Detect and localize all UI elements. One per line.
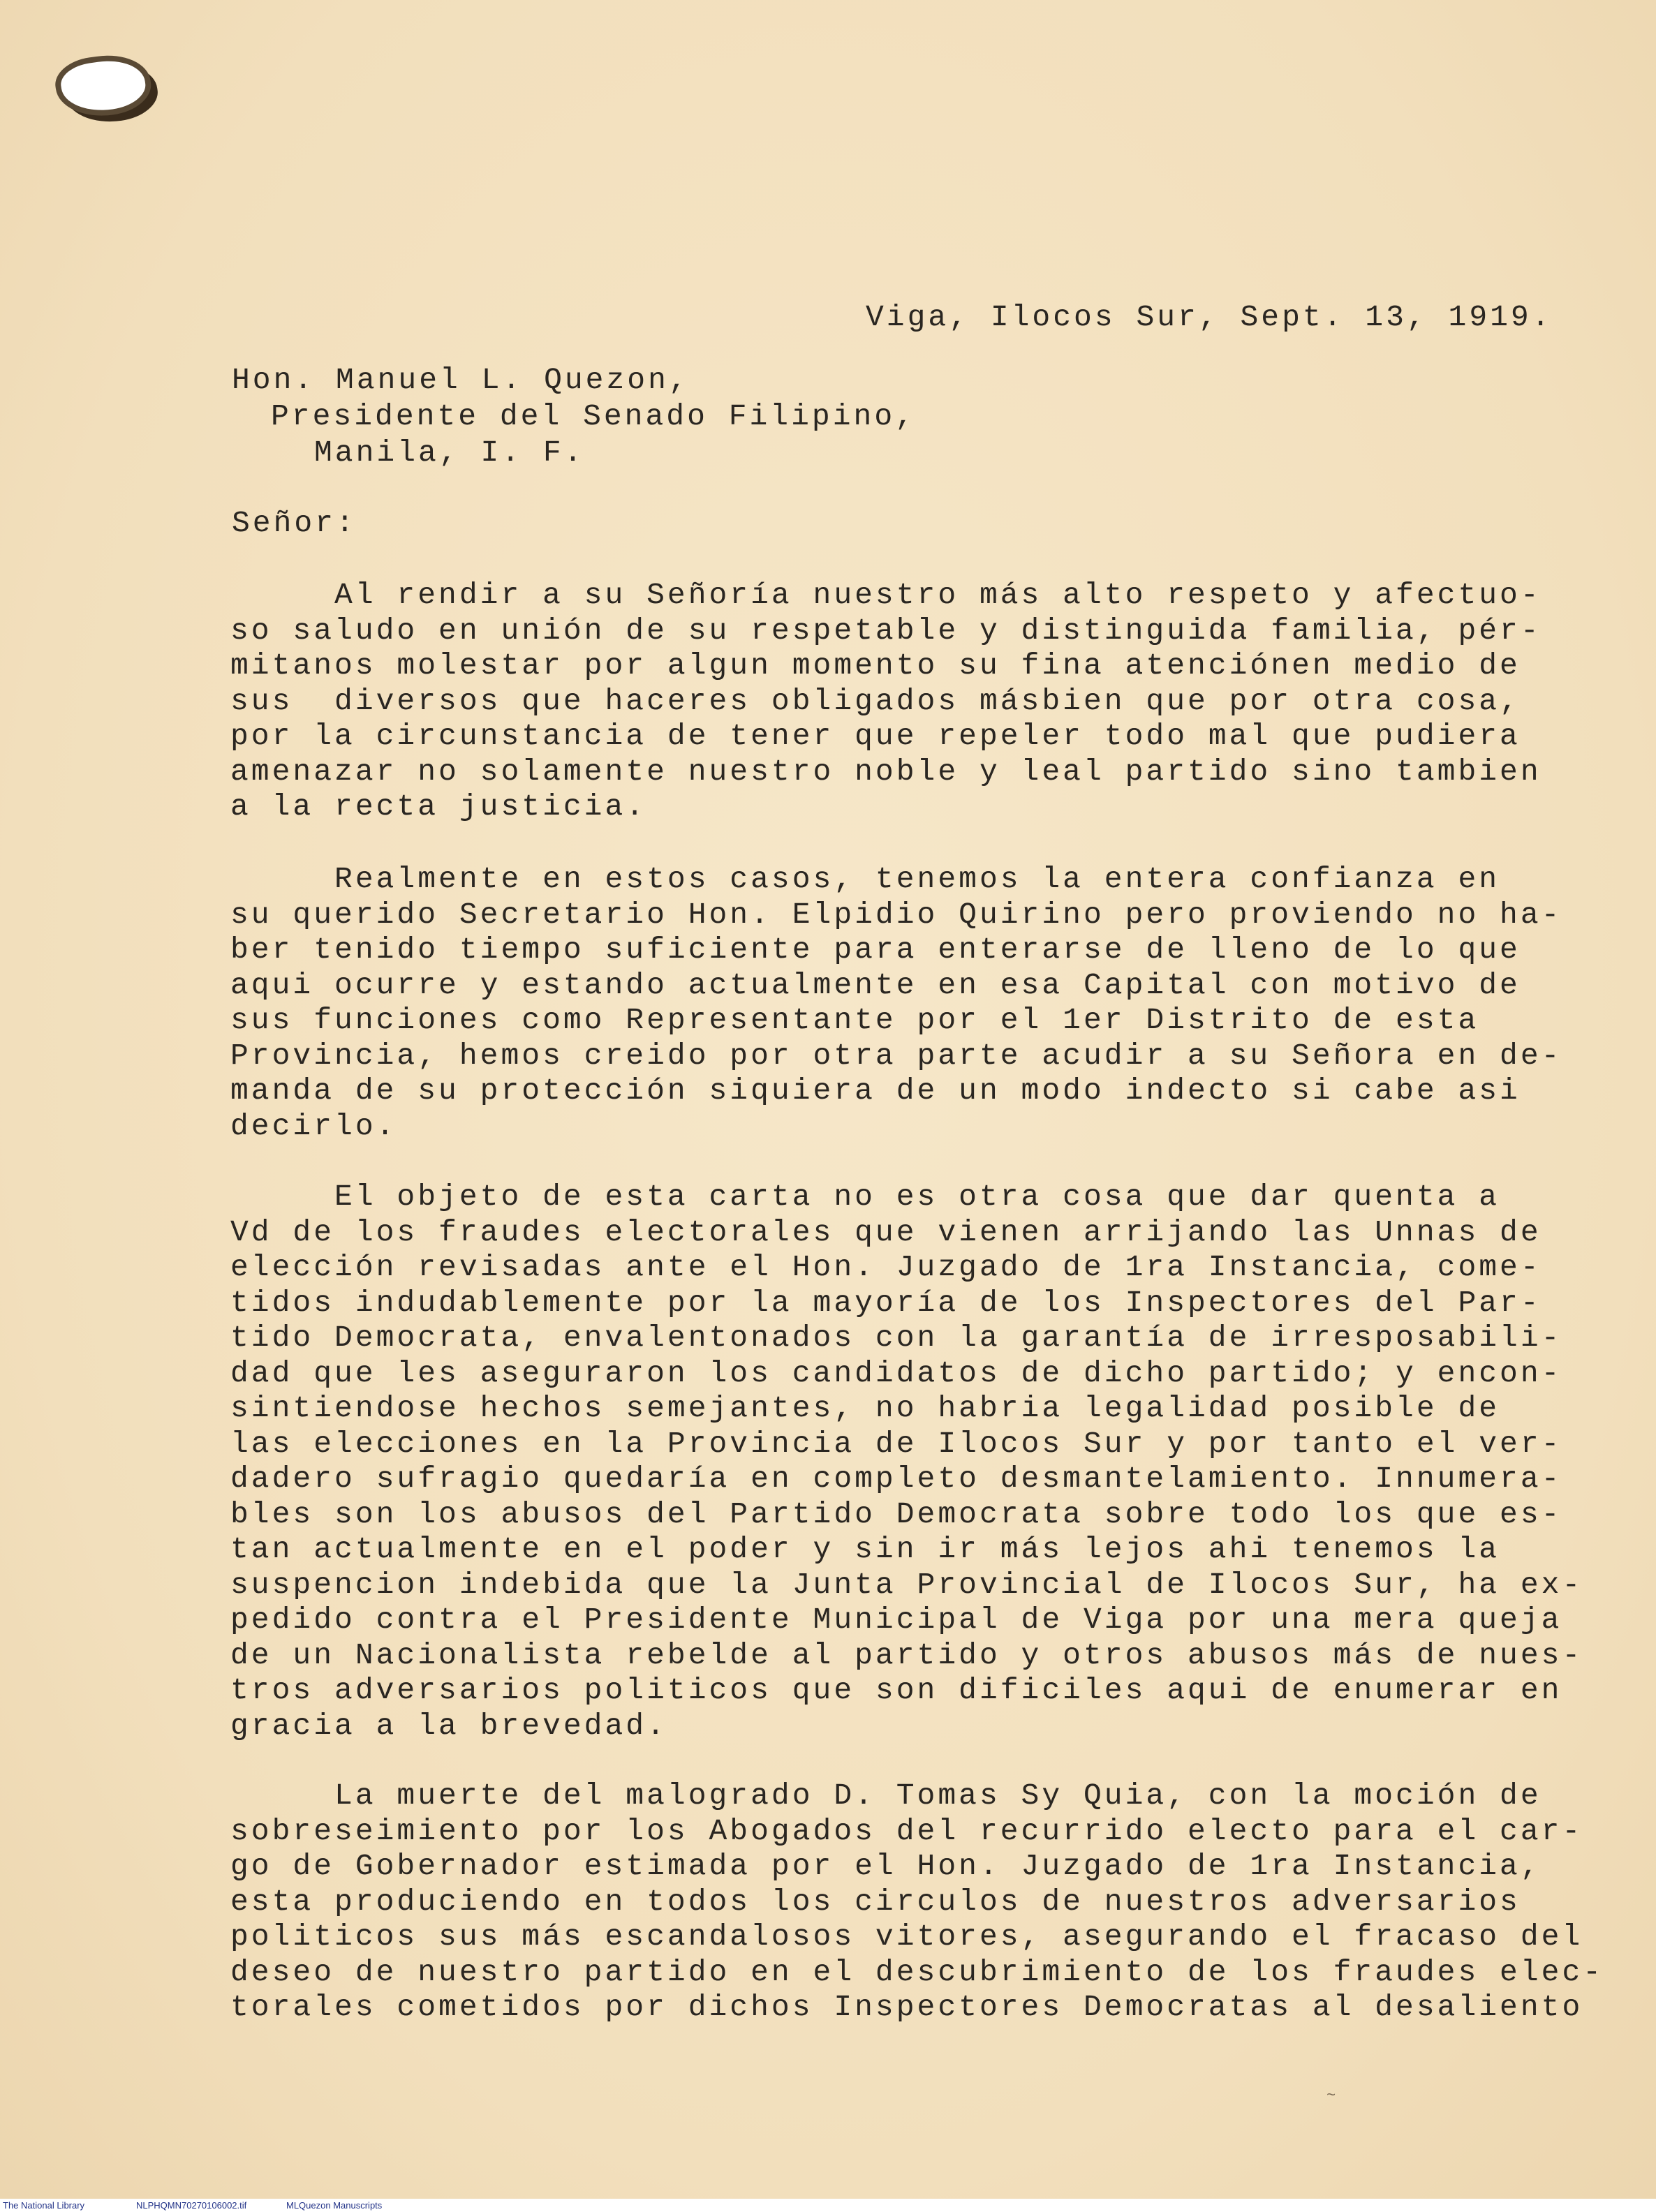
paragraph-line: elección revisadas ante el Hon. Juzgado de 1ra Instancia, come- bbox=[230, 1250, 1542, 1284]
footer-library: The National Library bbox=[3, 2200, 85, 2211]
paragraph-line: tan actualmente en el poder y sin ir más lejos ahi tenemos la bbox=[230, 1532, 1500, 1566]
paragraph-2 bbox=[230, 862, 1562, 1144]
paragraph-line: mitanos molestar por algun momento su fina atenciónen medio de bbox=[230, 648, 1521, 683]
paragraph-3 bbox=[230, 1180, 1583, 1744]
address-line-3: Manila, I. F. bbox=[314, 436, 585, 470]
paragraph-line: Vd de los fraudes electorales que vienen arrijando las Unnas de bbox=[230, 1215, 1542, 1249]
paragraph-line: go de Gobernador estimada por el Hon. Juzgado de 1ra Instancia, bbox=[230, 1849, 1542, 1883]
paragraph-line: esta produciendo en todos los circulos de nuestros adversarios bbox=[230, 1884, 1521, 1919]
paragraph-line: decirlo. bbox=[230, 1108, 397, 1143]
paragraph-line: bles son los abusos del Partido Democrata sobre todo los que es- bbox=[230, 1497, 1562, 1531]
paragraph-line: sobreseimiento por los Abogados del recurrido electo para el car- bbox=[230, 1813, 1583, 1848]
paragraph-line: so saludo en unión de su respetable y distinguida familia, pér- bbox=[230, 613, 1542, 648]
paragraph-line: sintiendose hechos semejantes, no habria legalidad posible de bbox=[230, 1391, 1500, 1425]
pencil-mark-icon: ~ bbox=[1326, 2087, 1336, 2105]
dateline: Viga, Ilocos Sur, Sept. 13, 1919. bbox=[866, 300, 1553, 334]
paragraph-line: suspencion indebida que la Junta Provincial de Ilocos Sur, ha ex- bbox=[230, 1567, 1583, 1602]
paragraph-line: tido Democrata, envalentonados con la garantía de irresposabili- bbox=[230, 1321, 1562, 1355]
paragraph-line: de un Nacionalista rebelde al partido y otros abusos más de nues- bbox=[230, 1638, 1583, 1672]
paragraph-line: ber tenido tiempo suficiente para enterarse de lleno de lo que bbox=[230, 933, 1521, 967]
salutation: Señor: bbox=[232, 506, 357, 540]
footer-file: NLPHQMN70270106002.tif bbox=[136, 2200, 247, 2211]
paragraph-line: por la circunstancia de tener que repeler todo mal que pudiera bbox=[230, 719, 1521, 753]
paragraph-line: El objeto de esta carta no es otra cosa que dar quenta a bbox=[230, 1180, 1500, 1214]
paragraph-line: a la recta justicia. bbox=[230, 789, 647, 824]
paragraph-line: las elecciones en la Provincia de Ilocos Sur y por tanto el ver- bbox=[230, 1426, 1562, 1461]
paragraph-line: tidos indudablemente por la mayoría de los Inspectores del Par- bbox=[230, 1285, 1542, 1320]
paragraph-1 bbox=[230, 578, 1542, 825]
paragraph-line: La muerte del malogrado D. Tomas Sy Quia, con la moción de bbox=[230, 1779, 1542, 1813]
paragraph-line: pedido contra el Presidente Municipal de Viga por una mera queja bbox=[230, 1603, 1562, 1637]
address-line-1: Hon. Manuel L. Quezon, bbox=[232, 363, 690, 397]
paragraph-line: aqui ocurre y estando actualmente en esa Capital con motivo de bbox=[230, 967, 1521, 1002]
paper-damage-hole bbox=[59, 56, 149, 116]
paragraph-line: torales cometidos por dichos Inspectores Democratas al desaliento bbox=[230, 1990, 1583, 2024]
paragraph-line: tros adversarios politicos que son dificiles aqui de enumerar en bbox=[230, 1673, 1562, 1707]
paragraph-line: manda de su protección siquiera de un modo indecto si cabe asi bbox=[230, 1074, 1521, 1108]
archive-footer bbox=[0, 2199, 1656, 2212]
paragraph-line: sus diversos que haceres obligados másbien que por otra cosa, bbox=[230, 683, 1521, 718]
paragraph-line: su querido Secretario Hon. Elpidio Quirino pero proviendo no ha- bbox=[230, 897, 1562, 932]
paragraph-line: dadero sufragio quedaría en completo desmantelamiento. Innumera- bbox=[230, 1462, 1562, 1496]
paragraph-line: politicos sus más escandalosos vitores, asegurando el fracaso del bbox=[230, 1920, 1583, 1954]
paragraph-line: dad que les aseguraron los candidatos de dicho partido; y encon- bbox=[230, 1356, 1562, 1390]
paragraph-line: sus funciones como Representante por el 1er Distrito de esta bbox=[230, 1003, 1479, 1037]
paragraph-line: Realmente en estos casos, tenemos la entera confianza en bbox=[230, 862, 1500, 896]
paragraph-4 bbox=[230, 1779, 1604, 2026]
paragraph-line: Provincia, hemos creido por otra parte acudir a su Señora en de- bbox=[230, 1038, 1562, 1073]
paragraph-line: deseo de nuestro partido en el descubrimiento de los fraudes elec- bbox=[230, 1954, 1604, 1989]
address-line-2: Presidente del Senado Filipino, bbox=[271, 399, 916, 433]
footer-collection: MLQuezon Manuscripts bbox=[286, 2200, 383, 2211]
paragraph-line: gracia a la brevedad. bbox=[230, 1708, 667, 1743]
paragraph-line: amenazar no solamente nuestro noble y leal partido sino tambien bbox=[230, 754, 1542, 789]
paragraph-line: Al rendir a su Señoría nuestro más alto respeto y afectuo- bbox=[230, 578, 1542, 612]
